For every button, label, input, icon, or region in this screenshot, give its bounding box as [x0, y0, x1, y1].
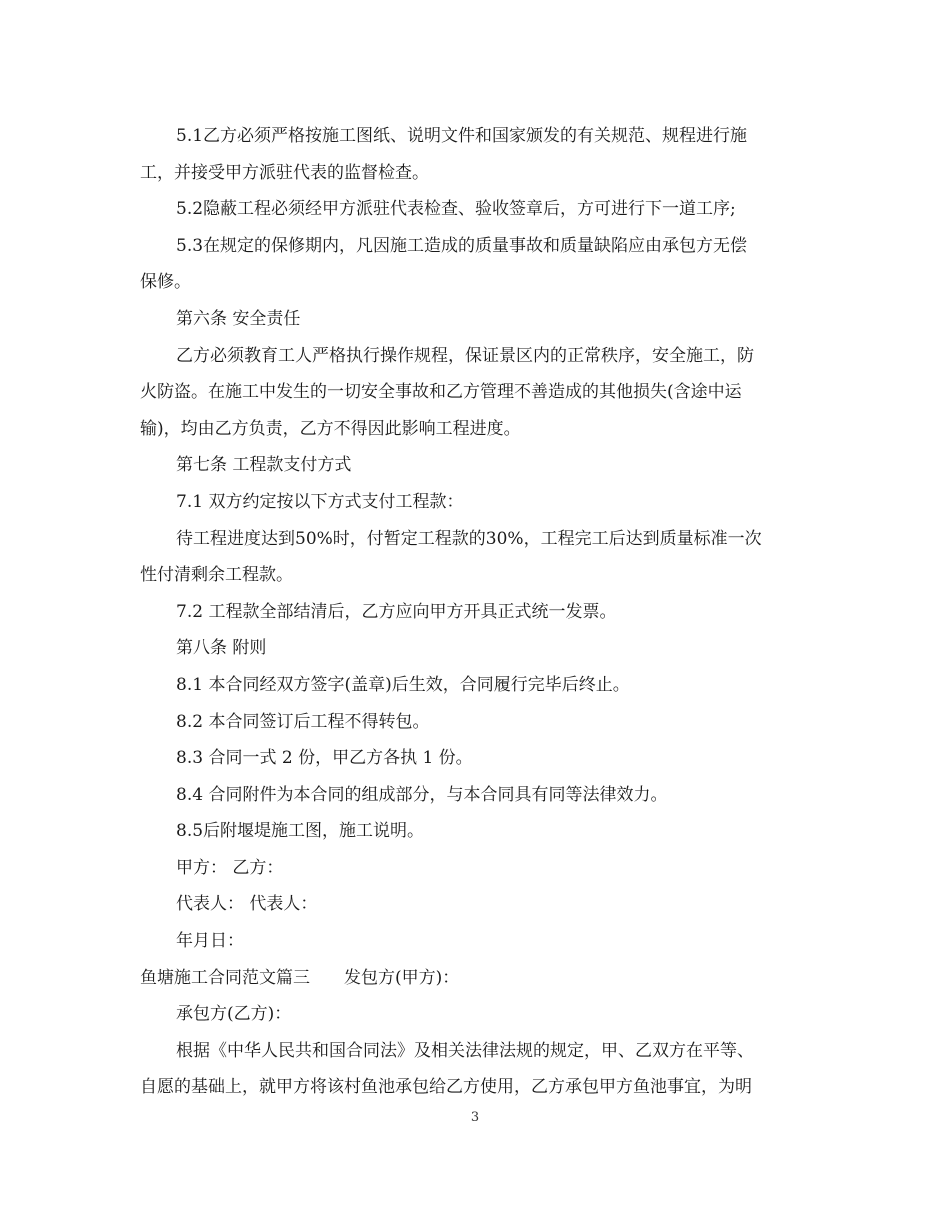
text-line: 根据《中华人民共和国合同法》及相关法律法规的规定，甲、乙双方在平等、 [176, 1040, 754, 1061]
text-line: 5.2隐蔽工程必须经甲方派驻代表检查、验收签章后，方可进行下一道工序; [176, 199, 736, 220]
section-heading-payment: 第七条 工程款支付方式 [176, 455, 352, 476]
signature-parties-line: 甲方： 乙方： [176, 857, 284, 878]
text-line: 5.3在规定的保修期内，凡因施工造成的质量事故和质量缺陷应由承包方无偿 [176, 235, 748, 256]
contract-party-b: 承包方(乙方)： [176, 1004, 292, 1025]
text-line: 输)，均由乙方负责，乙方不得因此影响工程进度。 [140, 418, 521, 439]
contract-heading-line [140, 960, 820, 997]
signature-date-line: 年月日： [176, 931, 244, 952]
text-line: 乙方必须教育工人严格执行操作规程，保证景区内的正常秩序，安全施工，防 [176, 345, 754, 366]
text-line: 8.1 本合同经双方签字(盖章)后生效，合同履行完毕后终止。 [176, 674, 630, 695]
document-body [140, 118, 820, 1106]
text-line: 自愿的基础上，就甲方将该村鱼池承包给乙方使用，乙方承包甲方鱼池事宜，为明 [140, 1077, 752, 1098]
section-heading-safety: 第六条 安全责任 [176, 308, 301, 329]
signature-representatives-line: 代表人： 代表人： [176, 894, 318, 915]
text-line: 性付清剩余工程款。 [140, 565, 293, 586]
text-line: 7.2 工程款全部结清后，乙方应向甲方开具正式统一发票。 [176, 601, 617, 622]
text-line: 待工程进度达到50%时，付暂定工程款的30%，工程完工后达到质量标准一次 [176, 528, 762, 549]
contract-party-a: 发包方(甲方)： [344, 967, 460, 988]
contract-title: 鱼塘施工合同范文篇三 [140, 967, 310, 988]
text-line: 8.3 合同一式 2 份，甲乙方各执 1 份。 [176, 748, 473, 769]
text-line: 火防盗。在施工中发生的一切安全事故和乙方管理不善造成的其他损失(含途中运 [140, 382, 742, 403]
text-line: 8.4 合同附件为本合同的组成部分，与本合同具有同等法律效力。 [176, 784, 668, 805]
text-line: 8.2 本合同签订后工程不得转包。 [176, 711, 430, 732]
text-line: 7.1 双方约定按以下方式支付工程款： [176, 491, 464, 512]
text-line: 保修。 [140, 272, 191, 293]
section-heading-appendix: 第八条 附则 [176, 638, 267, 659]
text-line: 5.1乙方必须严格按施工图纸、说明文件和国家颁发的有关规范、规程进行施 [176, 126, 748, 146]
text-line: 工，并接受甲方派驻代表的监督检查。 [140, 162, 429, 183]
page-number: 3 [470, 1110, 480, 1125]
text-line: 8.5后附堰堤施工图，施工说明。 [176, 821, 425, 842]
